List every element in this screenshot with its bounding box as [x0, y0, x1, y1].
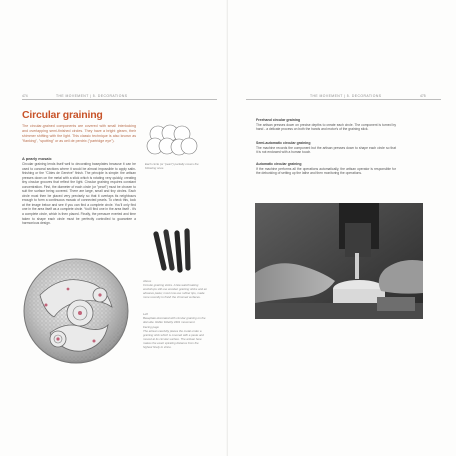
page-number: 474: [22, 94, 28, 98]
intro-paragraph: The circular-grained components are covered with small interlocking and overlapping semi-finished circles. They have a bright gleam, their shimmer shifting with the light. This classic technique is also known as "flanking", "spotting" or as oeil de perdrix ("partridge eye").: [22, 124, 136, 143]
sticks-caption: Above Circular graining sticks. A few watchmaking workshops still use wooden graining sticks and an abrasive paste; most now use rubber tips, made more recently to finish the chromed surfaces.: [143, 279, 207, 299]
facing-page-caption: Facing page The artisan carefully places the metal under a graining stick which is covered with a paste and moved at its circular surface. The artisan here makes the exact spiraling distance from the highest finely to shine.: [143, 325, 204, 349]
graining-stick: [166, 232, 172, 268]
section-subhead: A pearly mosaic: [22, 156, 52, 161]
automatic-heading: Automatic circular graining: [256, 162, 302, 166]
graining-stick: [177, 233, 180, 270]
jewel: [93, 340, 96, 343]
bench-block: [377, 297, 415, 311]
workshop-photo: [255, 203, 423, 319]
jewel: [56, 337, 59, 340]
graining-spindle: [355, 253, 359, 279]
diagram-caption: Each circle (or "pearl") partially covers the following ones.: [145, 162, 199, 170]
machine-head: [345, 223, 371, 257]
jewel: [78, 311, 82, 315]
running-head: THE MOVEMENT | 5. DECORATIONS: [310, 94, 382, 98]
header-rule: [246, 99, 441, 100]
jewel: [98, 293, 101, 296]
diagram-circle: [181, 138, 197, 154]
body-text: Circular graining lends itself well to decorating baseplates because it can be used to conceal sections where it would be almost impossible to apply satin-finishing or the "Côtes de Genève" finish. The principle is simple: the artisan presses down on the metal with a stick which is rotating very quickly, creating tiny circular grooves that reflect the light. Circular graining requires constant concentration. First, the diameter of each circle (or "pearl") must be chosen to suit the surface being covered. There are large, small and tiny circles. Each circle must then be placed very precisely so that it overlaps its neighbours enough to form a continuous mosaic of connected pearls. To check this, look at the image below and see if you can find a complete circle. You'll only find one in the area itself as a complete circle. You'll find one in the area itself - it's a complete circle, which is then placed. Finally, the pressure exerted and time taken to shape each circle must be perfectly controlled to guarantee a harmonious design.: [22, 162, 136, 226]
graining-sticks-image: [150, 228, 202, 274]
automatic-text: If the machine performs all the operations automatically, the artisan operator is responsible for the debunking of setting up the lathe and then monitoring the operations.: [256, 167, 396, 176]
page-title: Circular graining: [22, 109, 103, 121]
header-rule: [22, 99, 217, 100]
baseplate-photo: [20, 255, 132, 367]
jewel: [67, 288, 70, 291]
circles-diagram: [143, 124, 201, 162]
semi-automatic-text: The machine records the component but the artisan presses down to shape each circle so that it is not endowed with a human touch.: [256, 146, 396, 155]
graining-stick: [156, 234, 164, 268]
graining-stick: [187, 231, 188, 268]
running-head: THE MOVEMENT | 5. DECORATIONS: [56, 94, 128, 98]
jewel: [45, 304, 48, 307]
workshop-scene: [255, 203, 423, 319]
semi-automatic-heading: Semi-automatic circular graining: [256, 141, 311, 145]
baseplate-caption: Left Baseplate decorated with circular graining on the dial side. Rafter Fidelity 4401 movement.: [143, 312, 206, 324]
freehand-heading: Freehand circular graining: [256, 118, 301, 122]
freehand-text: The artisan presses down on precise depths to create each circle. The component is turned by hand - a delicate process on both the hands and motor's of the graining stick.: [256, 123, 396, 132]
page-number: 475: [420, 94, 426, 98]
